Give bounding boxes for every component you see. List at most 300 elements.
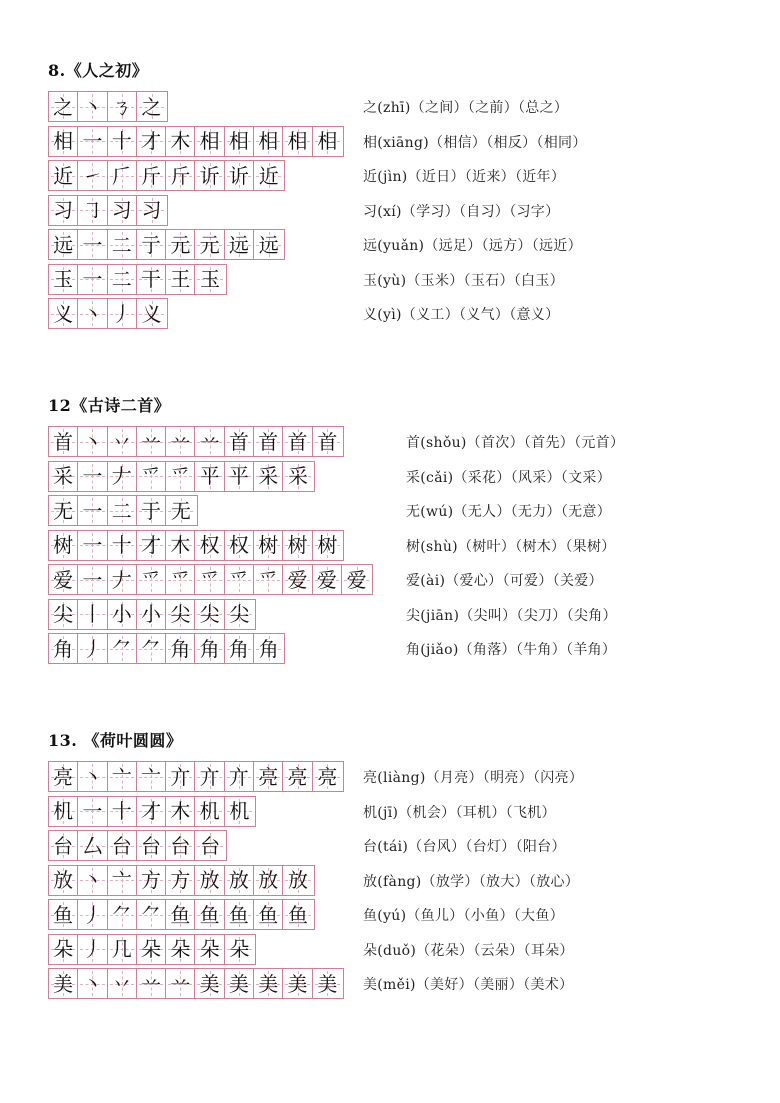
stroke-step-cell	[108, 127, 137, 156]
stroke-step-cell	[254, 531, 283, 560]
cell-glyph: 树	[53, 533, 74, 557]
stroke-step-cell	[137, 496, 166, 525]
cell-glyph: 树	[287, 533, 308, 557]
cell-glyph: 朵	[170, 937, 191, 961]
stroke-step-cell	[195, 265, 224, 294]
cell-glyph: 相	[258, 129, 279, 153]
cell-glyph: 机	[53, 799, 74, 823]
stroke-step-cell	[137, 634, 166, 663]
cell-glyph: ⺈	[111, 902, 132, 927]
cell-glyph: 亣	[170, 764, 191, 789]
vocab-line: 近(jìn)（近日）（近来）（近年）	[363, 169, 566, 185]
stroke-step-cell	[78, 230, 107, 259]
stroke-step-cell	[195, 531, 224, 560]
vocab-line: 朵(duǒ)（花朵）（云朵）（耳朵）	[363, 942, 574, 959]
cell-glyph: 美	[287, 971, 308, 996]
stroke-step-cell	[108, 299, 137, 328]
stroke-step-cell	[166, 797, 195, 826]
stroke-step-cell	[166, 496, 195, 525]
stroke-order-grid	[48, 160, 285, 191]
stroke-step-cell	[108, 161, 137, 190]
stroke-step-cell	[283, 565, 312, 594]
stroke-step-cell	[225, 797, 254, 826]
cell-glyph: 丨	[82, 602, 103, 626]
cell-glyph: ⺈	[141, 636, 162, 661]
cell-glyph: 亣	[199, 764, 220, 789]
stroke-step-cell	[166, 565, 195, 594]
character-cell	[49, 969, 78, 998]
character-cell	[49, 565, 78, 594]
cell-glyph: 放	[258, 868, 279, 892]
stroke-step-cell	[108, 762, 137, 791]
stroke-step-cell	[313, 969, 342, 998]
cell-glyph: ㄋ	[111, 94, 132, 119]
cell-glyph: 远	[53, 232, 74, 257]
character-cell	[49, 935, 78, 964]
character-cell	[49, 230, 78, 259]
vocab-line: 无(wú)（无人）（无力）（无意）	[406, 504, 612, 520]
cell-glyph: 爱	[316, 567, 337, 592]
cell-glyph: 丿	[82, 902, 103, 927]
cell-glyph: 二	[111, 267, 132, 291]
stroke-order-grid	[48, 298, 168, 329]
stroke-step-cell	[78, 634, 107, 663]
cell-glyph: 习	[111, 198, 132, 222]
vocab-line: 采(cǎi)（采花）（风采）（文采）	[406, 469, 611, 486]
stroke-step-cell	[137, 230, 166, 259]
cell-glyph: 鱼	[288, 902, 309, 927]
stroke-order-grid	[48, 865, 315, 896]
stroke-step-cell	[313, 565, 342, 594]
cell-glyph: 鱼	[53, 902, 74, 927]
character-cell	[49, 127, 78, 156]
cell-glyph: 亠	[141, 764, 162, 789]
cell-glyph: 于	[141, 498, 162, 523]
cell-glyph: 相	[228, 129, 249, 153]
stroke-step-cell	[137, 969, 166, 998]
cell-glyph: 尖	[53, 602, 74, 626]
cell-glyph: 尖	[199, 602, 220, 626]
stroke-step-cell	[137, 427, 166, 456]
cell-glyph: 平	[199, 464, 220, 488]
cell-glyph: 首	[228, 429, 249, 454]
stroke-step-cell	[166, 230, 195, 259]
cell-glyph: 丶	[82, 764, 103, 789]
cell-glyph: 相	[317, 129, 338, 153]
stroke-step-cell	[195, 161, 224, 190]
stroke-step-cell	[254, 969, 283, 998]
cell-glyph: 美	[258, 971, 279, 996]
stroke-step-cell	[283, 531, 312, 560]
stroke-step-cell	[254, 866, 283, 895]
stroke-step-cell	[137, 797, 166, 826]
vocab-line: 首(shǒu)（首次）（首先）（元首）	[406, 435, 625, 451]
character-cell	[49, 634, 78, 663]
character-cell	[49, 531, 78, 560]
cell-glyph: 放	[228, 868, 249, 892]
stroke-step-cell	[254, 634, 283, 663]
stroke-step-cell	[195, 427, 224, 456]
cell-glyph: 丶	[82, 94, 103, 119]
vocab-line: 义(yì)（义工）（义气）（意义）	[363, 307, 560, 323]
stroke-step-cell	[108, 935, 137, 964]
stroke-step-cell	[166, 531, 195, 560]
cell-glyph: ⺈	[141, 902, 162, 927]
cell-glyph: 斤	[141, 163, 162, 188]
stroke-step-cell	[108, 866, 137, 895]
cell-glyph: 首	[53, 429, 74, 454]
cell-glyph: 一	[82, 267, 103, 291]
cell-glyph: 玉	[200, 267, 221, 291]
stroke-step-cell	[137, 531, 166, 560]
cell-glyph: 放	[199, 868, 220, 892]
cell-glyph: 亮	[258, 764, 279, 789]
stroke-step-cell	[108, 634, 137, 663]
cell-glyph: 角	[170, 636, 191, 661]
cell-glyph: 爫	[258, 567, 279, 592]
cell-glyph: 美	[228, 971, 249, 996]
cell-glyph: 丿	[82, 636, 103, 661]
cell-glyph: 一	[82, 567, 103, 592]
cell-glyph: 才	[141, 533, 162, 557]
stroke-step-cell	[78, 900, 107, 929]
cell-glyph: 才	[141, 799, 162, 823]
stroke-step-cell	[78, 866, 107, 895]
stroke-step-cell	[195, 462, 224, 491]
stroke-step-cell	[283, 127, 312, 156]
cell-glyph: 木	[170, 533, 191, 557]
cell-glyph: 一	[82, 464, 103, 488]
character-cell	[49, 265, 78, 294]
cell-glyph: 木	[170, 799, 191, 823]
vocab-line: 台(tái)（台风）（台灯）（阳台）	[363, 839, 566, 855]
cell-glyph: 平	[228, 464, 249, 488]
cell-glyph: 爫	[170, 464, 191, 488]
stroke-step-cell	[78, 92, 107, 121]
stroke-step-cell	[78, 762, 107, 791]
cell-glyph: 十	[111, 799, 132, 823]
stroke-step-cell	[166, 935, 195, 964]
cell-glyph: 树	[317, 533, 338, 557]
stroke-step-cell	[225, 462, 254, 491]
cell-glyph: 远	[258, 232, 279, 257]
character-cell	[49, 762, 78, 791]
cell-glyph: 权	[228, 533, 249, 557]
stroke-order-grid	[48, 461, 315, 492]
cell-glyph: 十	[111, 533, 132, 557]
cell-glyph: 小	[111, 602, 132, 626]
cell-glyph: 𠂇	[111, 567, 132, 592]
vocab-line: 玉(yù)（玉米）（玉石）（白玉）	[363, 272, 564, 289]
character-cell	[49, 831, 78, 860]
cell-glyph: 首	[287, 429, 308, 454]
cell-glyph: 朵	[199, 937, 220, 961]
cell-glyph: 一	[82, 498, 103, 523]
cell-glyph: 尖	[229, 602, 250, 626]
character-cell	[49, 866, 78, 895]
stroke-step-cell	[313, 127, 342, 156]
stroke-step-cell	[283, 900, 312, 929]
stroke-step-cell	[166, 161, 195, 190]
stroke-step-cell	[108, 969, 137, 998]
stroke-order-grid	[48, 530, 344, 561]
cell-glyph: 角	[53, 636, 74, 661]
cell-glyph: 相	[53, 129, 74, 153]
character-cell	[49, 92, 78, 121]
cell-glyph: 台	[53, 833, 74, 858]
cell-glyph: 二	[111, 498, 132, 523]
stroke-step-cell	[137, 565, 166, 594]
character-cell	[49, 427, 78, 456]
cell-glyph: 丶	[82, 301, 103, 326]
stroke-step-cell	[108, 531, 137, 560]
cell-glyph: 厶	[82, 833, 103, 858]
cell-glyph: 丶	[82, 429, 103, 454]
cell-glyph: 二	[111, 232, 132, 257]
cell-glyph: 爫	[228, 567, 249, 592]
cell-glyph: 美	[317, 971, 338, 996]
vocab-line: 远(yuǎn)（远足）（远方）（远近）	[363, 238, 582, 254]
cell-glyph: 相	[287, 129, 308, 153]
cell-glyph: 亍	[141, 232, 162, 257]
stroke-step-cell	[283, 969, 312, 998]
cell-glyph: 丷	[111, 429, 132, 454]
stroke-step-cell	[78, 797, 107, 826]
cell-glyph: 王	[170, 267, 191, 291]
cell-glyph: 一	[82, 129, 103, 153]
stroke-order-grid	[48, 968, 344, 999]
stroke-step-cell	[225, 969, 254, 998]
cell-glyph: 爫	[170, 567, 191, 592]
cell-glyph: 角	[199, 636, 220, 661]
cell-glyph: 元	[170, 232, 191, 257]
stroke-step-cell	[195, 831, 224, 860]
cell-glyph: 亣	[228, 764, 249, 789]
stroke-step-cell	[195, 127, 224, 156]
stroke-step-cell	[166, 634, 195, 663]
character-cell	[49, 196, 78, 225]
vocab-line: 之(zhī)（之间）（之前）（总之）	[363, 100, 569, 116]
stroke-step-cell	[166, 462, 195, 491]
cell-glyph: 朵	[229, 937, 250, 961]
cell-glyph: 采	[258, 464, 279, 488]
stroke-step-cell	[283, 462, 312, 491]
stroke-step-cell	[137, 265, 166, 294]
cell-glyph: 机	[199, 799, 220, 823]
cell-glyph: 亮	[317, 764, 338, 789]
cell-glyph: 亠	[111, 868, 132, 892]
stroke-step-cell	[166, 900, 195, 929]
stroke-step-cell	[225, 427, 254, 456]
cell-glyph: 鱼	[258, 902, 279, 927]
cell-glyph: 权	[199, 533, 220, 557]
stroke-step-cell	[195, 900, 224, 929]
stroke-step-cell	[137, 127, 166, 156]
vocab-line: 相(xiāng)（相信）（相反）（相同）	[363, 134, 587, 151]
stroke-step-cell	[166, 762, 195, 791]
stroke-step-cell	[78, 127, 107, 156]
cell-glyph: 机	[229, 799, 250, 823]
stroke-step-cell	[225, 230, 254, 259]
cell-glyph: 丷	[111, 971, 132, 996]
stroke-step-cell	[166, 127, 195, 156]
stroke-step-cell	[78, 969, 107, 998]
cell-glyph: 小	[141, 602, 162, 626]
stroke-step-cell	[195, 230, 224, 259]
stroke-step-cell	[225, 600, 254, 629]
stroke-order-grid	[48, 934, 256, 965]
stroke-step-cell	[195, 600, 224, 629]
cell-glyph: 䒑	[141, 971, 162, 996]
stroke-step-cell	[225, 127, 254, 156]
stroke-step-cell	[108, 831, 137, 860]
stroke-step-cell	[137, 866, 166, 895]
stroke-step-cell	[254, 900, 283, 929]
cell-glyph: 放	[288, 868, 309, 892]
cell-glyph: 近	[258, 163, 279, 188]
stroke-step-cell	[78, 161, 107, 190]
cell-glyph: 树	[258, 533, 279, 557]
cell-glyph: 才	[141, 129, 162, 153]
vocab-line: 习(xí)（学习）（自习）（习字）	[363, 203, 560, 220]
cell-glyph: 采	[288, 464, 309, 488]
cell-glyph: 丿	[111, 301, 132, 326]
stroke-order-grid	[48, 426, 344, 457]
stroke-step-cell	[78, 496, 107, 525]
stroke-step-cell	[166, 600, 195, 629]
stroke-step-cell	[225, 762, 254, 791]
stroke-step-cell	[254, 161, 283, 190]
stroke-step-cell	[78, 427, 107, 456]
cell-glyph: 无	[53, 498, 74, 523]
stroke-step-cell	[78, 299, 107, 328]
stroke-step-cell	[78, 196, 107, 225]
cell-glyph: 采	[53, 464, 74, 488]
stroke-order-grid	[48, 91, 168, 122]
stroke-step-cell	[195, 762, 224, 791]
cell-glyph: 角	[228, 636, 249, 661]
cell-glyph: 方	[141, 868, 162, 892]
cell-glyph: 台	[111, 833, 132, 858]
stroke-order-grid	[48, 633, 285, 664]
stroke-step-cell	[137, 462, 166, 491]
cell-glyph: 𠂆	[111, 163, 132, 188]
cell-glyph: 朵	[141, 937, 162, 961]
stroke-step-cell	[108, 900, 137, 929]
stroke-step-cell	[78, 831, 107, 860]
stroke-step-cell	[313, 427, 342, 456]
character-cell	[49, 600, 78, 629]
cell-glyph: 爫	[141, 567, 162, 592]
cell-glyph: ⺈	[111, 636, 132, 661]
cell-glyph: ㇀	[82, 163, 103, 188]
stroke-step-cell	[254, 230, 283, 259]
stroke-step-cell	[137, 299, 166, 328]
stroke-order-grid	[48, 564, 373, 595]
stroke-step-cell	[195, 634, 224, 663]
cell-glyph: 𠂇	[111, 464, 132, 488]
cell-glyph: 䒑	[170, 971, 191, 996]
stroke-step-cell	[137, 900, 166, 929]
stroke-step-cell	[108, 797, 137, 826]
stroke-order-grid	[48, 126, 344, 157]
cell-glyph: 爱	[53, 567, 74, 592]
stroke-order-grid	[48, 796, 256, 827]
stroke-step-cell	[137, 161, 166, 190]
cell-glyph: 放	[53, 868, 74, 892]
cell-glyph: 爱	[346, 567, 367, 592]
stroke-step-cell	[78, 265, 107, 294]
stroke-step-cell	[283, 866, 312, 895]
stroke-order-grid	[48, 599, 256, 630]
stroke-step-cell	[195, 797, 224, 826]
character-cell	[49, 900, 78, 929]
cell-glyph: 方	[170, 868, 191, 892]
character-cell	[49, 161, 78, 190]
cell-glyph: 干	[141, 267, 162, 291]
stroke-step-cell	[108, 196, 137, 225]
stroke-step-cell	[78, 531, 107, 560]
stroke-step-cell	[137, 831, 166, 860]
lesson-title: 13. 《荷叶圆圆》	[48, 731, 183, 750]
vocab-line: 树(shù)（树叶）（树木）（果树）	[406, 538, 616, 555]
stroke-step-cell	[313, 762, 342, 791]
cell-glyph: 相	[199, 129, 220, 153]
cell-glyph: 元	[199, 232, 220, 257]
cell-glyph: 鱼	[170, 902, 191, 927]
cell-glyph: 朵	[53, 937, 74, 961]
vocab-line: 美(měi)（美好）（美丽）（美术）	[363, 977, 574, 993]
cell-glyph: 鱼	[228, 902, 249, 927]
character-cell	[49, 496, 78, 525]
cell-glyph: 木	[170, 129, 191, 153]
cell-glyph: 爫	[141, 464, 162, 488]
cell-glyph: 首	[258, 429, 279, 454]
vocab-line: 尖(jiān)（尖叫）（尖刀）（尖角）	[406, 607, 617, 624]
vocab-line: 角(jiǎo)（角落）（牛角）（羊角）	[406, 642, 617, 658]
cell-glyph: 一	[82, 232, 103, 257]
stroke-step-cell	[78, 600, 107, 629]
lesson-title: 8.《人之初》	[48, 61, 149, 80]
cell-glyph: 习	[53, 198, 74, 222]
cell-glyph: 一	[82, 533, 103, 557]
cell-glyph: 之	[53, 94, 74, 119]
stroke-step-cell	[195, 935, 224, 964]
stroke-step-cell	[342, 565, 371, 594]
cell-glyph: 玉	[53, 267, 74, 291]
stroke-step-cell	[108, 600, 137, 629]
stroke-step-cell	[254, 565, 283, 594]
stroke-step-cell	[225, 161, 254, 190]
stroke-step-cell	[225, 565, 254, 594]
cell-glyph: 亠	[111, 764, 132, 789]
vocab-line: 鱼(yú)（鱼儿）（小鱼）（大鱼）	[363, 908, 564, 924]
stroke-step-cell	[195, 866, 224, 895]
stroke-step-cell	[225, 866, 254, 895]
cell-glyph: 义	[141, 301, 162, 326]
cell-glyph: 亮	[287, 764, 308, 789]
cell-glyph: 一	[82, 799, 103, 823]
cell-glyph: 䒑	[199, 429, 220, 454]
stroke-order-grid	[48, 899, 315, 930]
vocab-line: 爱(ài)（爱心）（可爱）（关爱）	[406, 573, 603, 589]
cell-glyph: 台	[141, 833, 162, 858]
stroke-step-cell	[195, 969, 224, 998]
character-cell	[49, 299, 78, 328]
stroke-step-cell	[225, 935, 254, 964]
stroke-step-cell	[137, 935, 166, 964]
cell-glyph: 美	[53, 971, 74, 996]
